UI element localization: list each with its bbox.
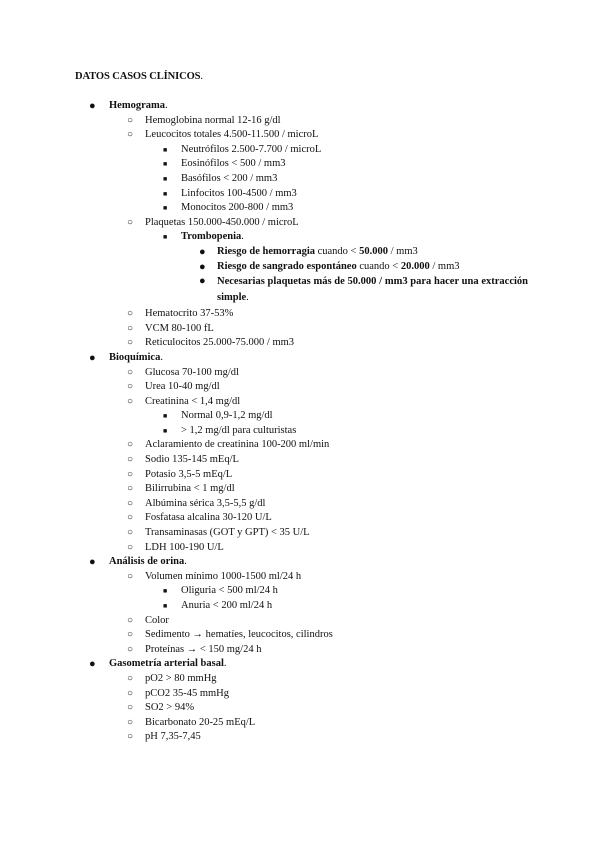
list-item: ○ Hemoglobina normal 12-16 g/dl xyxy=(0,114,600,129)
list-item: ○ pH 7,35-7,45 xyxy=(0,730,600,745)
list-item: ○ Color xyxy=(0,614,600,629)
section-bioquimica: ● Bioquímica. xyxy=(89,351,163,364)
bullet-circle: ○ xyxy=(127,629,134,641)
bullet-circle: ○ xyxy=(127,337,134,349)
bullet-square: ■ xyxy=(163,426,168,435)
list-item: ○ Urea 10-40 mg/dl xyxy=(0,380,600,395)
bullet-circle: ○ xyxy=(127,497,134,509)
list-item: ○ Bilirrubina < 1 mg/dl xyxy=(0,482,600,497)
list-item: ● Riesgo de sangrado espontáneo cuando < 20.000 / mm3 xyxy=(199,260,460,273)
document-title: DATOS CASOS CLÍNICOS. xyxy=(75,71,203,82)
bullet-disc: ● xyxy=(89,658,96,671)
bullet-disc: ● xyxy=(199,260,206,273)
list-item: ○ Bicarbonato 20-25 mEq/L xyxy=(0,716,600,731)
main-list xyxy=(0,99,600,745)
list-item: ■ Basófilos < 200 / mm3 xyxy=(0,172,600,187)
bullet-disc: ● xyxy=(199,245,206,258)
list-item: ○ pCO2 35-45 mmHg xyxy=(0,687,600,702)
bullet-square: ■ xyxy=(163,145,168,154)
section-heading: Gasometría arterial basal xyxy=(109,658,224,670)
bullet-circle: ○ xyxy=(127,672,134,684)
list-item: ○ Reticulocitos 25.000-75.000 / mm3 xyxy=(0,336,600,351)
list-item: ■ Eosinófilos < 500 / mm3 xyxy=(0,157,600,172)
list-item: ○ VCM 80-100 fL xyxy=(0,322,600,337)
bullet-square: ■ xyxy=(163,174,168,183)
list-item: ● Riesgo de hemorragia cuando < 50.000 / mm3 xyxy=(199,245,418,258)
section-heading: Hemograma xyxy=(109,100,165,111)
bullet-circle: ○ xyxy=(127,308,134,320)
list-item: ■ Oliguria < 500 ml/24 h xyxy=(0,584,600,599)
bullet-circle: ○ xyxy=(127,129,134,141)
list-item: ○ Proteínas → < 150 mg/24 h xyxy=(0,643,600,658)
bullet-disc: ● xyxy=(89,100,96,112)
bullet-circle: ○ xyxy=(127,454,134,466)
list-item: ■ Normal 0,9-1,2 mg/dl xyxy=(0,409,600,424)
list-item: ○ pO2 > 80 mmHg xyxy=(0,672,600,687)
list-item: ■ Linfocitos 100-4500 / mm3 xyxy=(0,187,600,202)
list-item: ○ Leucocitos totales 4.500-11.500 / microL xyxy=(0,128,600,143)
bullet-circle: ○ xyxy=(127,114,134,126)
list-item: ○ SO2 > 94% xyxy=(0,701,600,716)
bullet-circle: ○ xyxy=(127,381,134,393)
bullet-circle: ○ xyxy=(127,366,134,378)
list-item: ○ Aclaramiento de creatinina 100-200 ml/min xyxy=(0,438,600,453)
list-item: ■ Neutrófilos 2.500-7.700 / microL xyxy=(0,143,600,158)
bullet-circle: ○ xyxy=(127,483,134,495)
list-item: ■ Monocitos 200-800 / mm3 xyxy=(0,201,600,216)
list-item: ■ > 1,2 mg/dl para culturistas xyxy=(0,424,600,439)
list-item: ○ Glucosa 70-100 mg/dl xyxy=(0,366,600,381)
bullet-square: ■ xyxy=(163,412,168,421)
bullet-circle: ○ xyxy=(127,541,134,553)
section-orina: ● Análisis de orina. xyxy=(89,556,187,569)
list-item: ○ Volumen mínimo 1000-1500 ml/24 h xyxy=(0,570,600,585)
bullet-square: ■ xyxy=(163,204,168,213)
list-item: ○ Creatinina < 1,4 mg/dl xyxy=(0,395,600,410)
list-item: ○ Fosfatasa alcalina 30-120 U/L xyxy=(0,511,600,526)
bullet-circle: ○ xyxy=(127,570,134,582)
bullet-circle: ○ xyxy=(127,322,134,334)
list-item: ○ Potasio 3,5-5 mEq/L xyxy=(0,468,600,483)
bullet-square: ■ xyxy=(163,189,168,198)
bullet-square: ■ xyxy=(163,160,168,169)
bullet-circle: ○ xyxy=(127,614,134,626)
section-heading: Análisis de orina xyxy=(109,556,185,568)
bullet-disc: ● xyxy=(199,275,206,288)
bullet-circle: ○ xyxy=(127,731,134,743)
bullet-disc: ● xyxy=(89,556,96,569)
bullet-circle: ○ xyxy=(127,687,134,699)
bullet-circle: ○ xyxy=(127,395,134,407)
bullet-circle: ○ xyxy=(127,468,134,480)
bullet-circle: ○ xyxy=(127,439,134,451)
list-item: ○ Sedimento → hematíes, leucocitos, cilindros xyxy=(0,628,600,643)
bullet-square: ■ xyxy=(163,602,168,610)
bullet-circle: ○ xyxy=(127,643,134,655)
list-item: ■ Anuria < 200 ml/24 h xyxy=(0,599,600,614)
bullet-square: ■ xyxy=(163,233,168,242)
list-item: ○ LDH 100-190 U/L xyxy=(0,541,600,556)
bullet-circle: ○ xyxy=(127,527,134,539)
bullet-circle: ○ xyxy=(127,216,134,228)
section-heading: Bioquímica xyxy=(109,351,161,363)
bullet-circle: ○ xyxy=(127,716,134,728)
section-gasometria: ● Gasometría arterial basal. xyxy=(89,658,227,671)
list-item: ○ Plaquetas 150.000-450.000 / microL xyxy=(0,216,600,231)
list-item: ○ Transaminasas (GOT y GPT) < 35 U/L xyxy=(0,526,600,541)
list-item: ○ Albúmina sérica 3,5-5,5 g/dl xyxy=(0,497,600,512)
list-item-trombopenia: ■ Trombopenia. xyxy=(0,230,600,245)
list-item: ● Necesarias plaquetas más de 50.000 / mm3 para hacer una extracción simple. xyxy=(199,275,528,304)
bullet-circle: ○ xyxy=(127,702,134,714)
section-hemograma: ● Hemograma. xyxy=(89,100,168,112)
bullet-disc: ● xyxy=(89,351,96,364)
bullet-square: ■ xyxy=(163,587,168,596)
list-item: ○ Sodio 135-145 mEq/L xyxy=(0,453,600,468)
list-item: ○ Hematocrito 37-53% xyxy=(0,307,600,322)
bullet-circle: ○ xyxy=(127,512,134,524)
